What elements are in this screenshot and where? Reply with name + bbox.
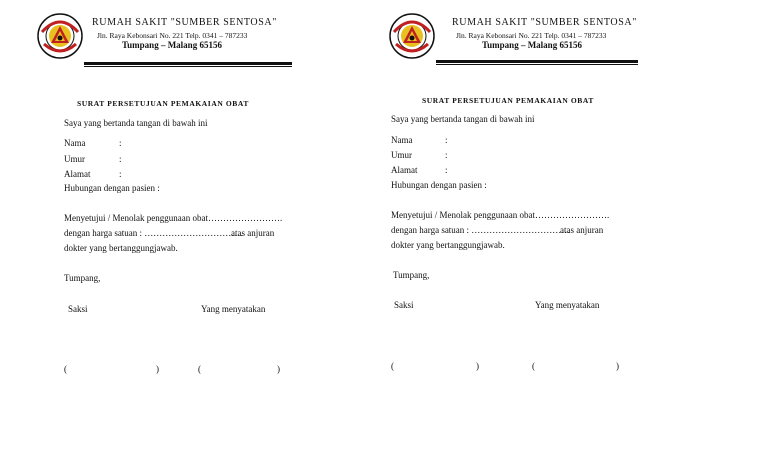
field-label-alamat: Alamat <box>64 169 91 179</box>
hospital-logo-icon <box>36 12 84 60</box>
consent-form-right <box>384 0 768 466</box>
signature-paren-open: ( <box>391 361 394 371</box>
consent-line-1: Menyetujui / Menolak penggunaan obat……………………. <box>64 213 283 223</box>
field-label-nama: Nama <box>391 135 413 145</box>
signature-paren-open: ( <box>532 361 535 371</box>
consent-line-3: dokter yang bertanggungjawab. <box>391 240 505 250</box>
field-colon: : <box>445 150 448 160</box>
relation-label: Hubungan dengan pasien : <box>64 183 160 193</box>
intro-text: Saya yang bertanda tangan di bawah ini <box>391 114 535 124</box>
field-label-umur: Umur <box>391 150 412 160</box>
consent-line-1: Menyetujui / Menolak penggunaan obat……………………. <box>391 210 610 220</box>
hospital-name: RUMAH SAKIT "SUMBER SENTOSA" <box>92 17 277 28</box>
signature-paren-open: ( <box>64 364 67 374</box>
header-rule-thick <box>436 60 638 63</box>
document-title: SURAT PERSETUJUAN PEMAKAIAN OBAT <box>422 96 594 105</box>
place-label: Tumpang, <box>64 273 101 283</box>
field-label-alamat: Alamat <box>391 165 418 175</box>
declarant-label: Yang menyatakan <box>201 304 266 314</box>
header-rule-thin <box>84 66 292 67</box>
field-label-umur: Umur <box>64 154 85 164</box>
field-label-nama: Nama <box>64 138 86 148</box>
hospital-address: Jln. Raya Kebonsari No. 221 Telp. 0341 – 787233 <box>97 31 248 40</box>
consent-after: atas anjuran <box>231 228 275 238</box>
hospital-address: Jln. Raya Kebonsari No. 221 Telp. 0341 – 787233 <box>456 31 607 40</box>
signature-paren-close: ) <box>616 361 619 371</box>
signature-paren-close: ) <box>476 361 479 371</box>
consent-line-2: dengan harga satuan : …………………………… <box>391 225 571 235</box>
hospital-logo-icon <box>388 12 436 60</box>
field-colon: : <box>119 169 122 179</box>
intro-text: Saya yang bertanda tangan di bawah ini <box>64 118 208 128</box>
consent-line-3: dokter yang bertanggungjawab. <box>64 243 178 253</box>
document-title: SURAT PERSETUJUAN PEMAKAIAN OBAT <box>77 99 249 108</box>
signature-paren-open: ( <box>198 364 201 374</box>
field-colon: : <box>119 154 122 164</box>
relation-label: Hubungan dengan pasien : <box>391 180 487 190</box>
field-colon: : <box>119 138 122 148</box>
hospital-name: RUMAH SAKIT "SUMBER SENTOSA" <box>452 17 637 28</box>
field-colon: : <box>445 165 448 175</box>
witness-label: Saksi <box>394 300 414 310</box>
place-label: Tumpang, <box>393 270 430 280</box>
signature-paren-close: ) <box>156 364 159 374</box>
consent-after: atas anjuran <box>560 225 604 235</box>
header-rule-thin <box>436 64 638 65</box>
field-colon: : <box>445 135 448 145</box>
consent-line-2: dengan harga satuan : …………………………… <box>64 228 244 238</box>
declarant-label: Yang menyatakan <box>535 300 600 310</box>
hospital-city: Tumpang – Malang 65156 <box>482 40 582 50</box>
signature-paren-close: ) <box>277 364 280 374</box>
hospital-city: Tumpang – Malang 65156 <box>122 40 222 50</box>
witness-label: Saksi <box>68 304 88 314</box>
header-rule-thick <box>84 62 292 65</box>
